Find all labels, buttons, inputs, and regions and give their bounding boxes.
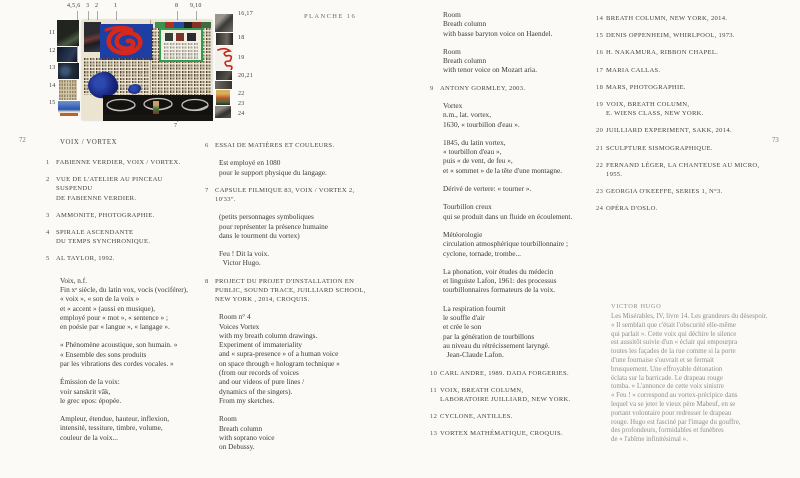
catalog-entry [596,31,774,40]
note-title: VICTOR HUGO [611,303,662,310]
catalog-entry [46,158,198,167]
definition-paragraph: (petits personnages symboliques pour représenter la présence humaine dans le tourment du vortex) [219,212,328,240]
collage-photo-thumb [57,47,77,62]
storyboard-thumb [176,33,184,41]
collage-photo-thumb [215,106,231,118]
catalog-entry [46,254,198,263]
entry-text: ESSAI DE MATIÈRES ET COULEURS. [215,142,335,149]
catalog-entry [596,187,774,196]
catalog-entry [596,83,774,92]
figure-callout: 11 [49,30,56,36]
catalog-entry [430,412,580,421]
victor-hugo-note [611,303,795,445]
notes-paragraph: Room Breath column with basse baryton voice on Haendel. [443,10,553,38]
entry-number: 17 [596,66,604,74]
entry-text: GEORGIA O'KEEFFE, SERIES 1, N°3. [606,188,723,196]
catalog-entry [596,144,774,153]
catalog-entry [205,186,377,204]
section-title: VOIX / VORTEX [60,139,118,146]
entry-text: CARL ANDRE, 1989. DADA FORGERIES. [440,369,569,377]
figure-callout: 7 [174,123,178,129]
entry-text: MARIA CALLAS. [606,66,661,74]
collage-photo-thumb [215,81,232,89]
entry-text: FERNAND LÉGER, LA CHANTEUSE AU MICRO, 1955. [606,161,760,179]
catalog-entry [430,429,580,438]
collage-photo-thumb [58,63,79,79]
collage-photo-thumb [57,20,79,46]
page-number-right: 73 [772,137,779,144]
catalog-entry [46,228,198,246]
collage-photo-thumb [216,71,232,80]
entry-text: OPÉRA D'OSLO. [606,205,658,213]
column-3 [430,10,580,447]
figure-callout: 18 [238,35,245,41]
note-text: Les Misérables, IV, livre 14. Les grandeurs du désespoir. « Il semblait que c'était l'obscurité elle-même qui parlait ». Cette voix qui déchire le silence est aussitôt suivie d'un « éclair qui empourpra toutes les façades de la rue comme si la porte d'une fournaise s'ouvrait et se fermait brusquement. Une effroyable détonation éclata sur la barricade. Le drapeau rouge tomba. » L'annonce de cette voix sinistre « Feu ! » correspond au vortex-précipice dans lequel va se jeter le vieux père Mabeuf, en se portant volontaire pour redresser le drapeau rouge. Hugo est fasciné par l'image du gouffre, des profondeurs, formidables et funèbres de « l'abîme infinitésimal ». [611,313,768,444]
entry-number: 24 [596,205,604,213]
entry-text: SCULPTURE SISMOGRAPHIQUE. [606,144,713,152]
entry-text: PROJECT DU PROJET D'INSTALLATION EN PUBLIC, SOUND TRACE, JUILLIARD SCHOOL, NEW YORK , 2014, CROQUIS. [215,277,366,304]
figure-callout: 12 [49,48,56,54]
entry-text: CAPSULE FILMIQUE 83, VOIX / VORTEX 2, 10'33". [215,186,355,203]
figure-callout: 19 [238,55,245,61]
entry-number: 16 [596,49,604,57]
definition-paragraph: La respiration fournit le souffle d'air et crée le son par la génération de tourbillons au niveau du rétrécissement laryngé. Jean-Claude Lafon. [443,303,550,360]
figure-callout: 3 [86,3,90,9]
catalog-entry [430,369,580,378]
plate-collage [45,0,253,135]
definition-paragraph: Dérivé de vertere: « tourner ». [443,184,532,194]
entry-number: 11 [430,386,437,394]
red-scribble [215,46,233,70]
entry-number: 7 [205,186,209,194]
collage-photo-thumb [84,22,101,52]
figure-callout: 14 [49,83,56,89]
figure-callout: 4,5,6 [67,3,81,9]
entry-number: 22 [596,161,604,169]
entry-number: 13 [430,430,438,438]
entry-text: MARS, PHOTOGRAPHIE. [606,83,686,91]
definition-paragraph: Ampleur, étendue, hauteur, inflexion, intensité, tessiture, timbre, volume, couleur de la voix... [60,414,170,442]
catalog-entry [46,175,198,203]
figure-callout: 13 [49,65,56,71]
catalog-entry [205,141,377,150]
entry-text: H. NAKAMURA, RIBBON CHAPEL. [606,49,719,57]
collage-black-bar [103,115,213,121]
definition-paragraph: La phonation, voir études du médecin et linguiste Lafon, 1961: des processus tourbillonnaires formateurs de la voix. [443,266,557,295]
tiny-figure [153,101,159,114]
definition-paragraph: Vortex n.m., lat. vortex, 1630, « tourbillon d'eau ». [443,100,520,129]
entry-text: SPIRALE ASCENDANTE DU TEMPS SYNCHRONIQUE. [56,229,151,246]
column-2 [205,141,377,460]
entry-number: 15 [596,32,604,40]
catalog-entry [430,386,580,404]
storyboard-thumb [187,33,196,41]
entry-number: 9 [430,84,434,92]
catalog-entry [596,14,774,23]
notes-paragraph: Room Breath column with tenor voice on Mozart aria. [443,46,538,75]
catalog-entry [596,48,774,57]
definition-paragraph: Voix, n.f. Fin xᵉ siècle, du latin vox, vocis (vociférer), « voix », « son de la voix » et « accent » (aussi en musique), employé pour « mot », « sentence » ; en poésie par « langue », « langage ». [60,275,188,332]
entry-text: FABIENNE VERDIER, VOIX / VORTEX. [56,159,181,166]
collage-green-storyboard-panel [159,28,203,62]
entry-number: 21 [596,144,604,152]
entry-text: VOIX, BREATH COLUMN, LABORATOIRE JUILLIARD, NEW YORK. [440,386,571,403]
collage-red-scribble-thumb [215,46,233,70]
figure-callout: 9,10 [190,3,202,9]
plate-running-head: PLANCHE 16 [304,13,357,20]
definition-paragraph: 1845, du latin vortex, « tourbillon d'eau », puis « de vent, de feu », et « sommet » de la tête d'une montagne. [443,137,563,175]
entry-text: ANTONY GORMLEY, 2003. [440,84,526,92]
definition-paragraph: Tourbillon creux qui se produit dans un fluide en écoulement. [443,202,573,221]
definition-paragraph: Est employé en 1080 pour le support physique du langage. [219,158,327,177]
collage-photo-thumb [60,113,78,116]
notes-paragraph: Room Breath column with soprano voice on Debussy. [219,414,275,452]
figure-callout: 24 [238,111,245,117]
entry-number: 20 [596,127,604,135]
entry-number: 8 [205,277,209,285]
entry-text: AMMONITE, PHOTOGRAPHIE. [56,211,155,219]
catalog-entry [46,211,198,220]
entry-number: 10 [430,369,438,377]
entry-text: VOIX, BREATH COLUMN, E. WIENS CLASS, NEW YORK. [606,101,704,118]
definition-paragraph: Émission de la voix: voir sanskrit vāk, le grec epos: épopée. [60,377,122,405]
collage-photo-thumb [215,14,233,32]
figure-callout: 15 [49,100,56,106]
entry-number: 5 [46,255,50,263]
definition-paragraph: Météorologie circulation atmosphérique tourbillonnaire ; cyclone, tornade, trombe... [443,229,569,258]
storyboard-sketches [164,43,198,59]
catalog-entry [205,277,377,305]
column-4 [596,14,774,222]
catalog-entry [596,100,774,118]
figure-callout: 23 [238,101,245,107]
collage-photo-thumb [216,33,233,45]
entry-number: 4 [46,229,50,237]
catalog-entry [596,161,774,179]
red-spiral-drawing [100,24,153,60]
collage-sketch-thumb [59,80,77,100]
catalog-entry [596,126,774,135]
collage-film-strip [103,95,213,115]
entry-text: DENIS OPPENHEIM, WHIRLPOOL, 1973. [606,32,735,40]
figure-callout: 8 [175,3,179,9]
entry-number: 12 [430,413,438,421]
entry-text: VUE DE L'ATELIER AU PINCEAU SUSPENDU DE FABIENNE VERDIER. [56,176,163,202]
column-1 [46,139,198,451]
collage-photo-thumb [58,101,80,113]
entry-text: BREATH COLUMN, NEW YORK, 2014. [606,15,728,22]
entry-text: JUILLIARD EXPERIMENT, SAKK, 2014. [606,127,732,135]
entry-number: 2 [46,176,50,184]
notes-paragraph: Room n° 4 Voices Vortex with my breath column drawings. Experiment of immateriality and « supra-presence » of a human voice on space through « hologram technique » (from our records of voices and our videos of pure lines / dynamics of the singers). From my sketches. [219,312,340,405]
figure-callout: 20,21 [238,73,253,79]
figure-callout: 1 [114,3,118,9]
entry-number: 19 [596,101,604,109]
storyboard-thumb [165,33,173,41]
entry-text: AL TAYLOR, 1992. [56,255,115,263]
entry-number: 18 [596,83,604,91]
figure-callout: 22 [238,91,245,97]
collage-color-figure-thumb [216,90,230,105]
entry-number: 3 [46,211,50,219]
page-number-left: 72 [19,137,26,144]
catalog-entry [430,84,580,93]
entry-number: 6 [205,142,209,149]
entry-text: VORTEX MATHÉMATIQUE, CROQUIS. [440,430,563,438]
entry-number: 1 [46,159,50,166]
catalog-entry [596,204,774,213]
catalog-entry [596,66,774,75]
entry-number: 14 [596,15,604,22]
quote-paragraph: Feu ! Dit la voix. Victor Hugo. [219,249,270,268]
entry-number: 23 [596,188,604,196]
collage-blue-vortex-panel [100,24,153,60]
figure-callout: 16,17 [238,11,253,17]
definition-paragraph: « Phénomène acoustique, son humain. » « Ensemble des sons produits par les vibrations des cordes vocales. » [60,340,178,368]
entry-text: CYCLONE, ANTILLES. [440,413,513,421]
figure-callout: 2 [95,3,99,9]
